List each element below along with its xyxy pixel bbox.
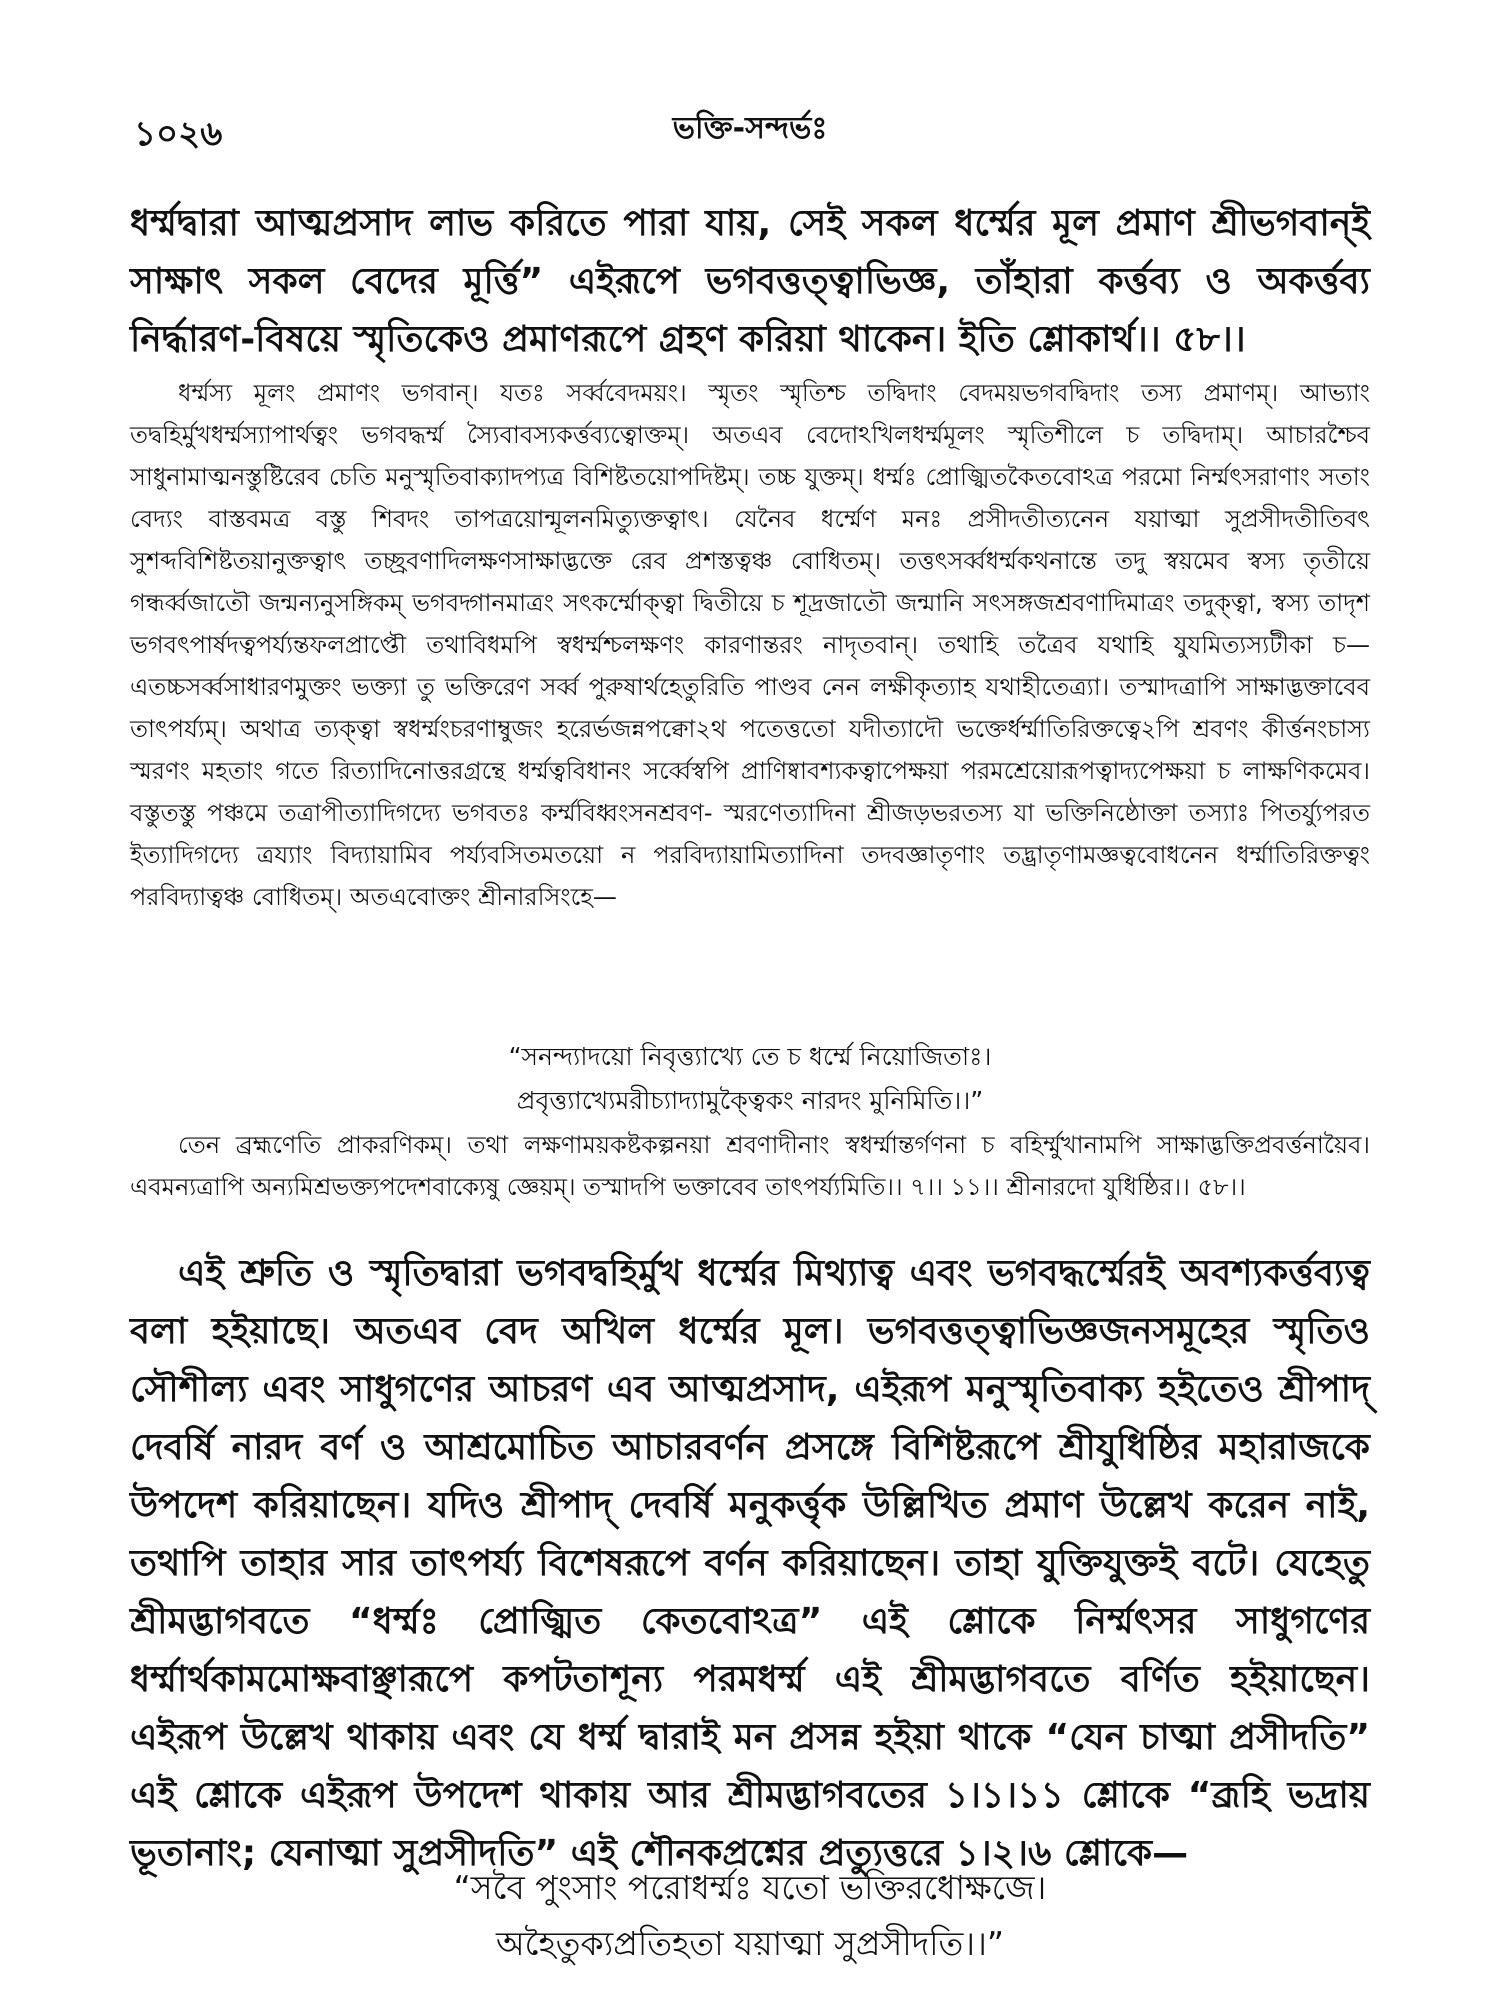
page-number: ১০২৬ xyxy=(134,114,223,154)
closing-verse xyxy=(0,1860,1500,1972)
commentary-paragraph: ধর্ম্মস্য মূলং প্রমাণং ভগবান্। যতঃ সর্ব্ববেদময়ং। স্মৃতং স্মৃতিশ্চ তদ্বিদাং বেদময়ভগবদ্বিদাং তস্য প্রমাণম্। আভ্যাং তদ্বহির্মুখধর্ম্মস্যাপার্থত্বং ভগবদ্ধর্ম্ম স্যৈবাবস্যকর্ত্তব্যত্বোক্তম্। অতএব বেদোঽখিলধর্ম্মমূলং স্মৃতিশীলে চ তদ্বিদাম্। আচারশ্চৈব সাধুনামাত্মনস্তুষ্টিরেব চেতি মনুস্মৃতিবাক্যাদপ্যত্র বিশিষ্টতয়োপদিষ্টম্। তচ্চ যুক্তম্। ধর্ম্মঃ প্রোজ্ঝিতকৈতবোঽত্র পরমো নির্ম্মৎসরাণাং সতাং বেদ্যং বাস্তবমত্র বস্তু শিবদং তাপত্রয়োন্মূলনমিত্যুক্তত্বাৎ। যেনৈব ধর্ম্মেণ মনঃ প্রসীদতীত্যনেন যয়াত্মা সুপ্রসীদতীতিবৎ সুশব্দবিশিষ্টতয়ানুক্তত্বাৎ তচ্ছ্রবণাদিলক্ষণসাক্ষাদ্ভক্তে রেব প্রশস্তত্বঞ্চ বোধিতম্। তত্তৎসর্ব্বধর্ম্মকথনান্তে তদু স্বয়মেব স্বস্য তৃতীয়ে গন্ধর্ব্বজাতৌ জন্মন্যনুসঙ্গিকম্ ভগবদ্গানমাত্রং সৎকর্ম্মোক্ত্বা দ্বিতীয়ে চ শূদ্রজাতৌ জন্মানি সৎসঙ্গজশ্রবণাদিমাত্রং তদুক্ত্বা, স্বস্য তাদৃশ ভগবৎপার্ষদত্বপর্য্যন্তফলপ্রাপ্তৌ তথাবিধমপি স্বধর্ম্মশ্চলক্ষণং কারণান্তরং নাদৃতবান্। তথাহি তত্রৈব যথাহি যুযমিত্যস্যটীকা চ—এতচ্চসর্ব্বসাধারণমুক্তং ভক্ত্যা তু ভক্তিরেণ সর্ব্ব পুরুষার্থহেতুরিতি পাণ্ডব নেন লক্ষীকৃত্যাহ যথাহীতেত্র্যা। তস্মাদত্রাপি সাক্ষাদ্ভক্তাবেব তাৎপর্য্যম্। অথাত্র ত্যক্ত্বা স্বধর্ম্মংচরণাম্বুজং হরের্ভজন্নপক্বো২থ পতেত্ততো যদীত্যাদৌ ভক্তের্ধর্ম্মাতিরিক্তত্বে২পি শ্রবণং কীর্ত্তনংচাস্য স্মরণং মহতাং গতে রিত্যাদিনোত্তরগ্রন্থে ধর্ম্মত্ববিধানং সর্ব্বেস্বপি প্রাণিষ্বাবশ্যকত্বাপেক্ষয়া পরমশ্রেয়োরূপত্বাদ্যপেক্ষয়া চ লাক্ষণিকমেব। বস্তুতস্তু পঞ্চমে তত্রাপীত্যাদিগদ্যে ভগবতঃ কর্ম্মবিধ্বংসনশ্রবণ- স্মরণেত্যাদিনা শ্রীজড়ভরতস্য যা ভক্তিনিষ্ঠোক্তা তস্যাঃ পিতর্য্যুপরত ইত্যাদিগদ্যে ত্রয্যাং বিদ্যায়ামিব পর্য্যবসিতমতয়ো ন পরবিদ্যায়ামিত্যাদিনা তদবজ্ঞাতৃণাং তদ্ভ্রাতৃণামজ্ঞত্ববোধনেন ধর্ম্মাতিরিক্তত্বং পরবিদ্যাত্বঞ্চ বোধিতম্। অতএবোক্তং শ্রীনারসিংহে— xyxy=(130,379,1370,911)
verse-line: প্রবৃত্ত্যাখ্যেমরীচ্যাদ্যামুক্ত্বৈকং নারদং মুনিমিতি।।” xyxy=(516,1086,984,1115)
commentary-conclusion: তেন ব্রহ্মণেতি প্রাকরণিকম্। তথা লক্ষণাময়কষ্টকল্পনয়া শ্রবণাদীনাং স্বধর্ম্মান্তর্গণনা চ বহির্ম্মুখানামপি সাক্ষাদ্ভক্তিপ্রবর্ত্তনায়ৈব। এবমন্যত্রাপি অন্যমিশ্রভক্ত্যপদেশবাক্যেষু জ্ঞেয়ম্। তস্মাদপি ভক্তাবেব তাৎপর্য্যমিতি।। ৭।। ১১।। শ্রীনারদো যুধিষ্ঠির।। ৫৮।। xyxy=(130,1131,1370,1201)
page-header xyxy=(126,104,1374,154)
intro-paragraph: ধর্ম্মদ্বারা আত্মপ্রসাদ লাভ করিতে পারা যায়, সেই সকল ধর্ম্মের মূল প্রমাণ শ্রীভগবান্ই সাক্ষাৎ সকল বেদের মূর্ত্তি” এইরূপে ভগবত্তত্ত্বাভিজ্ঞ, তাঁহারা কর্ত্তব্য ও অকর্ত্তব্য নির্দ্ধারণ-বিষয়ে স্মৃতিকেও প্রমাণরূপে গ্রহণ করিয়া থাকেন। ইতি শ্লোকার্থ।। ৫৮।। xyxy=(130,203,1370,360)
verse-line: অহৈতুক্যপ্রতিহতা যয়াত্মা সুপ্রসীদতি।।” xyxy=(496,1924,1004,1963)
verse-line: “সনন্দ্যাদয়ো নিবৃত্ত্যাখ্যে তে চ ধর্ম্মে নিয়োজিতাঃ। xyxy=(508,1042,992,1071)
explanation-paragraph: এই শ্রুতি ও স্মৃতিদ্বারা ভগবদ্বহির্মুখ ধর্ম্মের মিথ্যাত্ব এবং ভগবদ্ধর্ম্মেরই অবশ্যকর্ত্তব্যত্ব বলা হইয়াছে। অতএব বেদ অখিল ধর্ম্মের মূল। ভগবত্তত্ত্বাভিজ্ঞজনসমূহের স্মৃতিও সৌশীল্য এবং সাধুগণের আচরণ এব আত্মপ্রসাদ, এইরূপ মনুস্মৃতিবাক্য হইতেও শ্রীপাদ্ দেবর্ষি নারদ বর্ণ ও আশ্রমোচিত আচারবর্ণন প্রসঙ্গে বিশিষ্টরূপে শ্রীযুধিষ্ঠির মহারাজকে উপদেশ করিয়াছেন। যদিও শ্রীপাদ্ দেবর্ষি মনুকর্ত্তৃক উল্লিখিত প্রমাণ উল্লেখ করেন নাই, তথাপি তাহার সার তাৎপর্য্য বিশেষরূপে বর্ণন করিয়াছেন। তাহা যুক্তিযুক্তই বটে। যেহেতু শ্রীমদ্ভাগবতে “ধর্ম্মঃ প্রোজ্ঝিত কেতবোঽত্র” এই শ্লোকে নির্ম্মৎসর সাধুগণের ধর্ম্মার্থকামমোক্ষবাঞ্ছারূপে কপটতাশূন্য পরমধর্ম্ম এই শ্রীমদ্ভাগবতে বর্ণিত হইয়াছেন। এইরূপ উল্লেখ থাকায় এবং যে ধর্ম্ম দ্বারাই মন প্রসন্ন হইয়া থাকে “যেন চাত্মা প্রসীদতি” এই শ্লোকে এইরূপ উপদেশ থাকায় আর শ্রীমদ্ভাগবতের ১।১।১১ শ্লোকে “ব্রূহি ভদ্রায় ভূতানাং; যেনাত্মা সুপ্রসীদতি” এই শৌনকপ্রশ্নের প্রত্যুত্তরে ১।২।৬ শ্লোকে— xyxy=(130,1253,1370,1874)
verse-line: “সবৈ পুংসাং পরোধর্ম্মঃ যতো ভক্তিরধোক্ষজে। xyxy=(453,1868,1047,1907)
running-title: ভক্তি-সন্দর্ভঃ xyxy=(672,111,828,146)
sanskrit-verse xyxy=(0,1035,1500,1123)
